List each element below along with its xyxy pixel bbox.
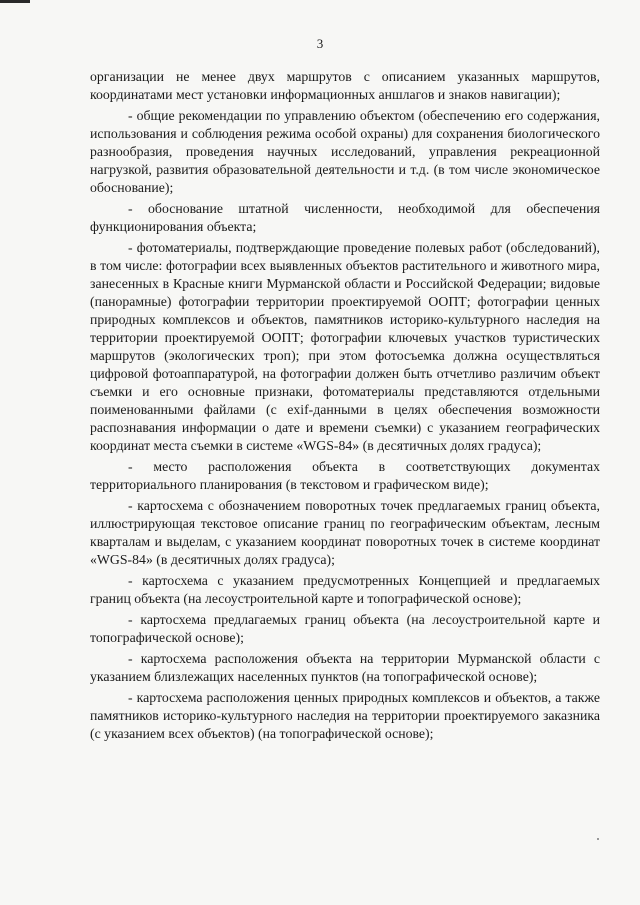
- paragraph-concept-boundaries-map: - картосхема с указанием предусмотренных Концепцией и предлагаемых границ объекта (на лесоустроительной карте и топографической основе);: [90, 573, 600, 606]
- document-body: [90, 68, 600, 746]
- paragraph-valuable-complexes-map: - картосхема расположения ценных природных комплексов и объектов, а также памятников историко-культурного наследия на территории проектируемого заказника (с указанием всех объектов) (на топографической основе);: [90, 690, 600, 741]
- paragraph-proposed-boundaries-map: - картосхема предлагаемых границ объекта (на лесоустроительной карте и топографической основе);: [90, 612, 600, 645]
- page-number: 3: [316, 36, 324, 51]
- scan-edge-mark: [0, 0, 30, 3]
- scan-speck: [597, 838, 599, 840]
- paragraph-staffing-justification: - обоснование штатной численности, необходимой для обеспечения функционирования объекта;: [90, 201, 600, 234]
- paragraph-photo-materials: - фотоматериалы, подтверждающие проведение полевых работ (обследований), в том числе: фотографии всех выявленных объектов растительного и животного мира, занесенных в Красные книги Мурманской области и Российской Федерации; видовые (панорамные) фотографии территории проектируемой ООПТ; фотографии ценных природных комплексов и объектов, памятников историко-культурного наследия на территории проектируемой ООПТ; фотографии ключевых участков туристических маршрутов (экологических троп); при этом фотосъемка должна осуществляться цифровой фотоаппаратурой, на фотографии должен быть отчетливо различим объект съемки и его основные признаки, фотоматериалы представляются отдельными поименованными файлами (с exif-данными в целях обеспечения возможности распознавания информации о дате и времени съемки) с указанием географических координат места съемки в системе «WGS-84» (в десятичных долях градуса);: [90, 240, 600, 453]
- paragraph-management-recommendations: - общие рекомендации по управлению объектом (обеспечению его содержания, использования и соблюдения режима особой охраны) для сохранения биологического разнообразия, проведения научных исследований, управления рекреационной нагрузкой, развития образовательной деятельности и т.д. (в том числе экономическое обоснование);: [90, 108, 600, 195]
- paragraph-continuation: организации не менее двух маршрутов с описанием указанных маршрутов, координатами мест установки информационных аншлагов и знаков навигации);: [90, 69, 600, 102]
- paragraph-boundary-map: - картосхема с обозначением поворотных точек предлагаемых границ объекта, иллюстрирующая текстовое описание границ по географическим объектам, лесным кварталам и выделам, с указанием координат поворотных точек в системе координат «WGS-84» (в десятичных долях градуса);: [90, 498, 600, 567]
- paragraph-location-map: - картосхема расположения объекта на территории Мурманской области с указанием близлежащих населенных пунктов (на топографической основе);: [90, 651, 600, 684]
- paragraph-territorial-planning: - место расположения объекта в соответствующих документах территориального планирования (в текстовом и графическом виде);: [90, 459, 600, 492]
